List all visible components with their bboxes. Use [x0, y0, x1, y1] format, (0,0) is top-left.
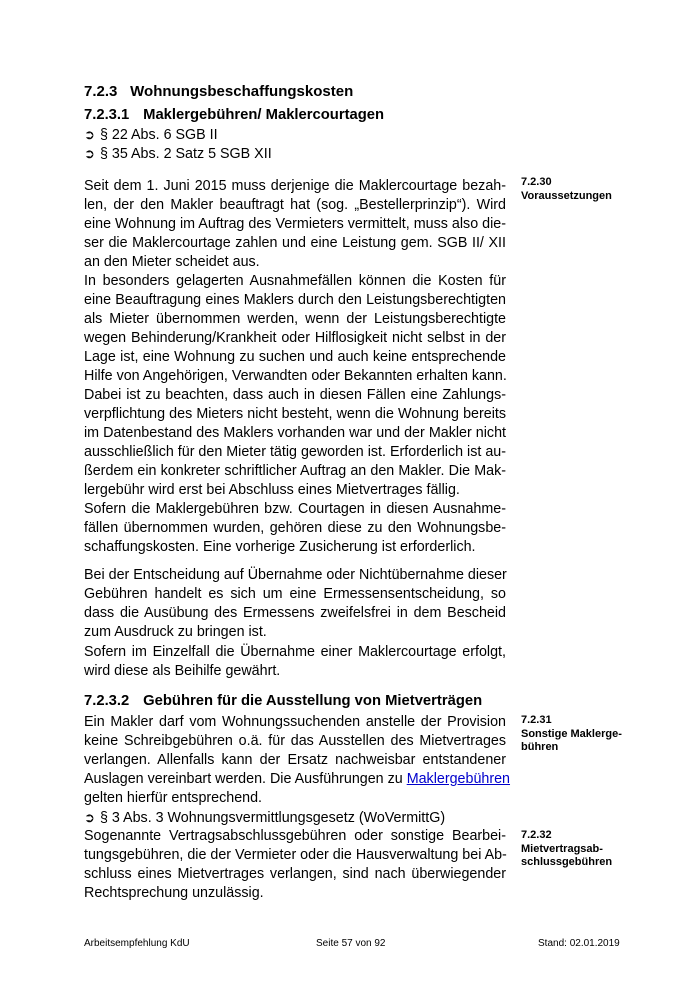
maklergebuehren-link[interactable]: Maklergebühren: [406, 771, 511, 787]
paragraph: [84, 500, 506, 557]
text-fragment: Auslagen vereinbart werden. Die Ausführungen zu: [84, 771, 407, 787]
text-line: eine Beauftragung eines Maklers durch den Leistungsberechtigten: [84, 292, 506, 308]
text-line: schluss eines Mietvertrages verlangen, sind nach überwiegender: [84, 866, 506, 882]
reference-text: § 3 Abs. 3 Wohnungsvermittlungsgesetz (WoVermittG): [100, 810, 446, 826]
text-line: an den Mieter scheidet aus.: [84, 254, 260, 270]
margin-note-label: Sonstige Maklerge-: [521, 727, 622, 740]
reference-text: § 35 Abs. 2 Satz 5 SGB XII: [100, 146, 272, 162]
text-line: Dabei ist zu beachten, dass auch in diesen Fällen eine Zahlungs-: [84, 387, 506, 403]
paragraph: [84, 272, 506, 386]
footer-page-number: Seite 57 von 92: [316, 938, 386, 949]
arrow-right-icon: ➲: [84, 810, 95, 825]
text-line: Sofern die Maklergebühren bzw. Courtagen in diesen Ausnahme-: [84, 501, 506, 517]
paragraph: [84, 386, 506, 500]
text-line: keine Schreibgebühren o.ä. für das Ausstellen des Mietvertrages: [84, 733, 506, 749]
text-line: zum Ausdruck zu bringen ist.: [84, 624, 267, 640]
section-number: 7.2.3: [84, 83, 118, 100]
text-line: ser die Maklercourtage zahlen und eine Leistung gem. SGB II/ XII: [84, 235, 506, 251]
text-line: In besonders gelagerten Ausnahmefällen können die Kosten für: [84, 273, 506, 289]
legal-reference: [84, 144, 506, 164]
paragraph: [84, 827, 506, 903]
margin-note: [521, 176, 641, 203]
text-line: Sogenannte Vertragsabschlussgebühren oder sonstige Bearbei-: [84, 828, 506, 844]
section-heading-7-2-3: [84, 83, 506, 100]
section-title: Wohnungsbeschaffungskosten: [130, 83, 354, 100]
margin-note-number: 7.2.32: [521, 829, 552, 841]
arrow-right-icon: ➲: [84, 127, 95, 142]
margin-note-label: schlussgebühren: [521, 856, 613, 868]
margin-note-label: bühren: [521, 741, 559, 753]
section-number: 7.2.3.2: [84, 693, 130, 709]
text-line: dass die Ausübung des Ermessens zweifelsfrei in dem Bescheid: [84, 605, 506, 621]
legal-reference: [84, 808, 506, 828]
paragraph: [84, 643, 506, 681]
paragraph: [84, 177, 506, 272]
margin-note-number: 7.2.30: [521, 176, 552, 188]
text-line: Bei der Entscheidung auf Übernahme oder Nichtübernahme dieser: [84, 567, 507, 583]
text-line: tungsgebühren, die der Vermieter oder die Hausverwaltung bei Ab-: [84, 847, 507, 863]
margin-note: [521, 829, 641, 870]
legal-reference: [84, 125, 506, 145]
text-line: wegen Behinderung/Krankheit oder Hilflosigkeit nicht selbst in der: [84, 330, 506, 346]
margin-note-label: Voraussetzungen: [521, 189, 612, 202]
text-line: Gebühren handelt es sich um eine Ermessensentscheidung, so: [84, 586, 506, 602]
footer-date: Stand: 02.01.2019: [538, 938, 620, 949]
text-line: verlangen. Allenfalls kann der Ersatz nachweisbar entstandener: [84, 752, 506, 768]
text-line: Lage ist, eine Wohnung zu suchen und auch keine entsprechende: [84, 349, 506, 365]
text-line: Sofern im Einzelfall die Übernahme einer Maklercourtage erfolgt,: [84, 644, 506, 660]
text-line: Hilfe von Angehörigen, Verwandten oder Bekannten erhalten kann.: [84, 368, 507, 384]
section-title: Gebühren für die Ausstellung von Mietverträgen: [143, 693, 483, 709]
margin-note: [521, 714, 641, 755]
text-line: Seit dem 1. Juni 2015 muss derjenige die Maklercourtage bezah-: [84, 178, 506, 194]
footer-left: Arbeitsempfehlung KdU: [84, 938, 190, 949]
text-line: Ein Makler darf vom Wohnungssuchenden anstelle der Provision: [84, 714, 506, 730]
text-line: ßerdem ein konkreter schriftlicher Auftrag an den Makler. Die Mak-: [84, 463, 506, 479]
text-line: Rechtsprechung unzulässig.: [84, 885, 264, 901]
text-line: ausschließlich für den Mieter tätig geworden ist. Erforderlich ist au-: [84, 444, 506, 460]
text-line: lergebühr wird erst bei Abschluss eines Mietvertrages fällig.: [84, 482, 460, 498]
text-line: im Datenbestand des Maklers vorhanden war und der Makler nicht: [84, 425, 506, 441]
text-line: fällen übernommen wurden, gehören diese zu den Wohnungsbe-: [84, 520, 506, 536]
text-line: eine Wohnung im Auftrag des Vermieters vermittelt, muss also die-: [84, 216, 506, 232]
text-line: len, der den Makler beauftragt hat (sog. „Bestellerprinzip“). Wird: [84, 197, 506, 213]
text-line: wird diese als Beihilfe gewährt.: [84, 663, 281, 679]
arrow-right-icon: ➲: [84, 146, 95, 161]
text-line: schaffungskosten. Eine vorherige Zusicherung ist erforderlich.: [84, 539, 476, 555]
margin-note-number: 7.2.31: [521, 714, 552, 726]
section-title: Maklergebühren/ Maklercourtagen: [143, 107, 385, 123]
paragraph: [84, 713, 511, 808]
text-line: als Mieter übernommen werden, wenn der Leistungsberechtigte: [84, 311, 506, 327]
section-number: 7.2.3.1: [84, 107, 130, 123]
reference-text: § 22 Abs. 6 SGB II: [100, 127, 218, 143]
margin-note-label: Mietvertragsab-: [521, 842, 603, 855]
section-heading-7-2-3-1: [84, 107, 506, 123]
text-line: verpflichtung des Mieters nicht besteht, wenn die Wohnung bereits: [84, 406, 506, 422]
paragraph: [84, 566, 506, 642]
text-line: gelten hierfür entsprechend.: [84, 790, 263, 806]
text-line: [84, 770, 511, 789]
section-heading-7-2-3-2: [84, 693, 506, 709]
